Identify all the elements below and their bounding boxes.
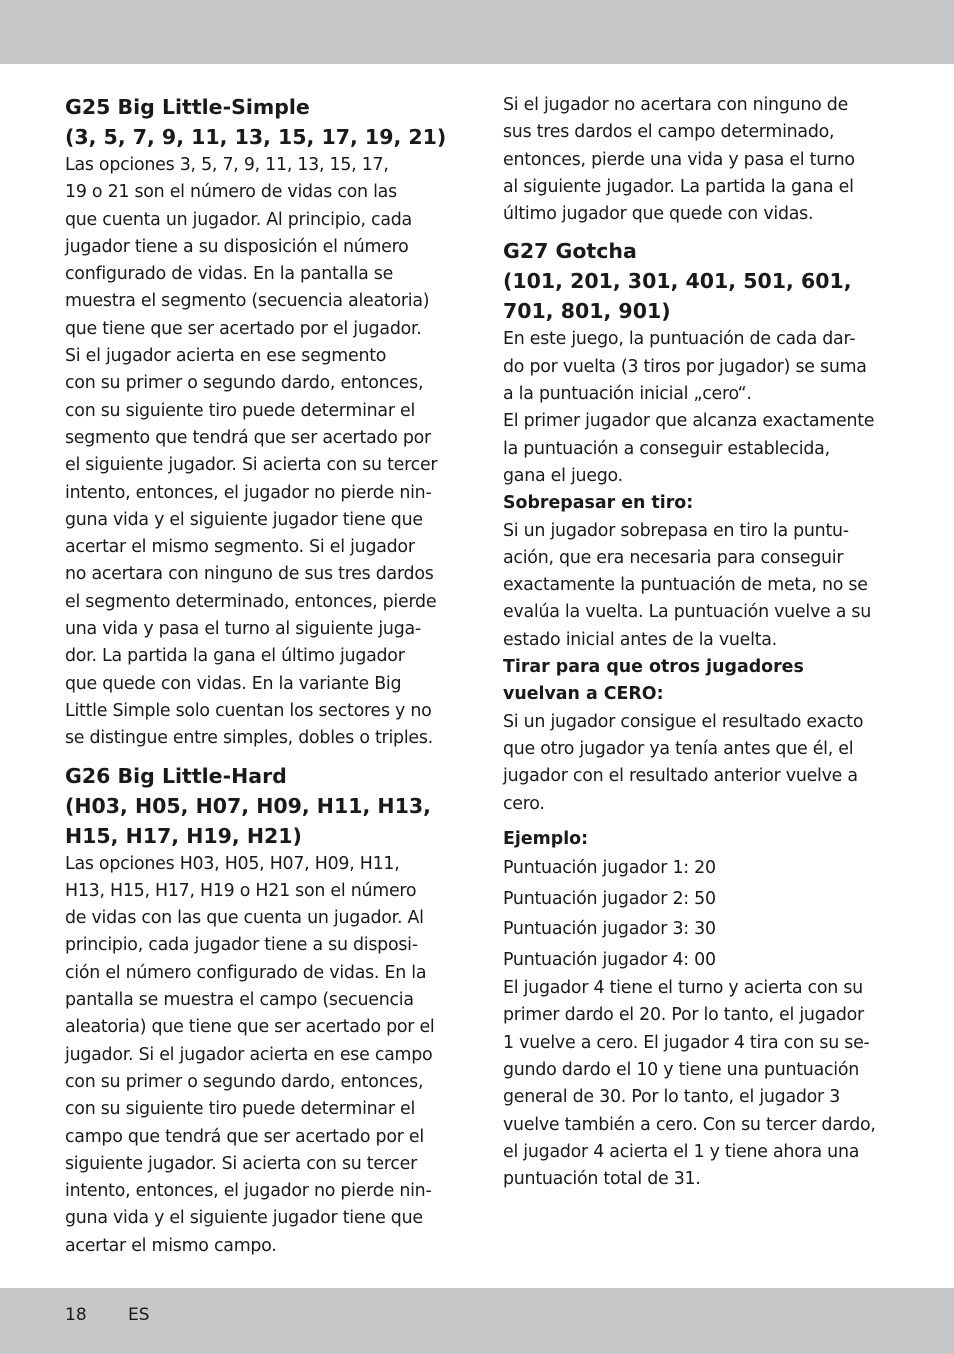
g27-title: G27 Gotcha (101, 201, 301, 401, 501, 601, 701, 801, 901): [503, 239, 852, 324]
g26-continuation: Si el jugador no acertara con ninguno de sus tres dardos el campo determinado, entonces, pierde una vida y pasa el turno al siguiente jugador. La partida la gana el último jugador que quede con vidas.: [503, 95, 855, 225]
overshoot-body: Si un jugador sobrepasa en tiro la puntu- ación, que era necesaria para conseguir exactamente la puntuación de meta, no se evalúa la vuelta. La puntuación vuelve a su estado inicial antes de la vuelta.: [503, 520, 871, 650]
reset-heading: Tirar para que otros jugadores vuelvan a CERO:: [503, 657, 804, 705]
score-line: Puntuación jugador 2: 50: [503, 888, 716, 909]
g27-intro: En este juego, la puntuación de cada dar- do por vuelta (3 tiros por jugador) se suma a la puntuación inicial „cero“. El primer jugador que alcanza exactamente la puntuación a conseguir establecida, gana el juego.: [503, 329, 875, 486]
language-code: ES: [128, 1305, 150, 1325]
g26-title: G26 Big Little-Hard (H03, H05, H07, H09, H11, H13, H15, H17, H19, H21): [65, 763, 431, 848]
header-band: [0, 0, 954, 64]
page-number: 18: [65, 1305, 87, 1325]
right-column: [503, 92, 895, 1194]
g26-body: Las opciones H03, H05, H07, H09, H11, H13, H15, H17, H19 o H21 son el número de vidas con las que cuenta un jugador. Al principio, cada jugador tiene a su disposi- ción el número configurado de vidas. En la pantalla se muestra el campo (secuencia aleatoria) que tiene que ser acertado por el jugador. Si el jugador acierta en ese campo con su primer o segundo dardo, entonces, con su siguiente tiro puede determinar el campo que tendrá que ser acertado por el siguiente jugador. Si acierta con su tercer intento, entonces, el jugador no pierde nin- guna vida y el siguiente jugador tiene que acertar el mismo campo.: [65, 853, 435, 1256]
g25-body: Las opciones 3, 5, 7, 9, 11, 13, 15, 17, 19 o 21 son el número de vidas con las que cuenta un jugador. Al principio, cada jugador tiene a su disposición el número configurado de vidas. En la pantalla se muestra el segmento (secuencia aleatoria) que tiene que ser acertado por el jugador. Si el jugador acierta en ese segmento con su primer o segundo dardo, entonces, con su siguiente tiro puede determinar el segmento que tendrá que ser acertado por el siguiente jugador. Si acierta con su tercer intento, entonces, el jugador no pierde nin- guna vida y el siguiente jugador tiene que acertar el mismo segmento. Si el jugador no acertara con ninguno de sus tres dardos el segmento determinado, entonces, pierde una vida y pasa el turno al siguiente juga- dor. La partida la gana el último jugador que quede con vidas. En la variante Big Little Simple solo cuentan los sectores y no se distingue entre simples, dobles o triples.: [65, 155, 438, 749]
score-line: Puntuación jugador 3: 30: [503, 919, 716, 940]
g25-title: G25 Big Little-Simple (3, 5, 7, 9, 11, 13, 15, 17, 19, 21): [65, 95, 447, 149]
score-line: Puntuación jugador 4: 00: [503, 949, 716, 970]
example-body: El jugador 4 tiene el turno y acierta con su primer dardo el 20. Por lo tanto, el jugador 1 vuelve a cero. El jugador 4 tira con su se- gundo dardo el 10 y tiene una puntuación general de 30. Por lo tanto, el jugador 3 vuelve también a cero. Con su tercer dardo, el jugador 4 acierta el 1 y tiene ahora una puntuación total de 31.: [503, 978, 876, 1190]
left-column: [65, 92, 457, 1260]
overshoot-heading: Sobrepasar en tiro:: [503, 493, 694, 514]
score-line: Puntuación jugador 1: 20: [503, 858, 716, 879]
example-heading: Ejemplo:: [503, 828, 589, 849]
reset-body: Si un jugador consigue el resultado exacto que otro jugador ya tenía antes que él, el jugador con el resultado anterior vuelve a cero.: [503, 711, 864, 814]
